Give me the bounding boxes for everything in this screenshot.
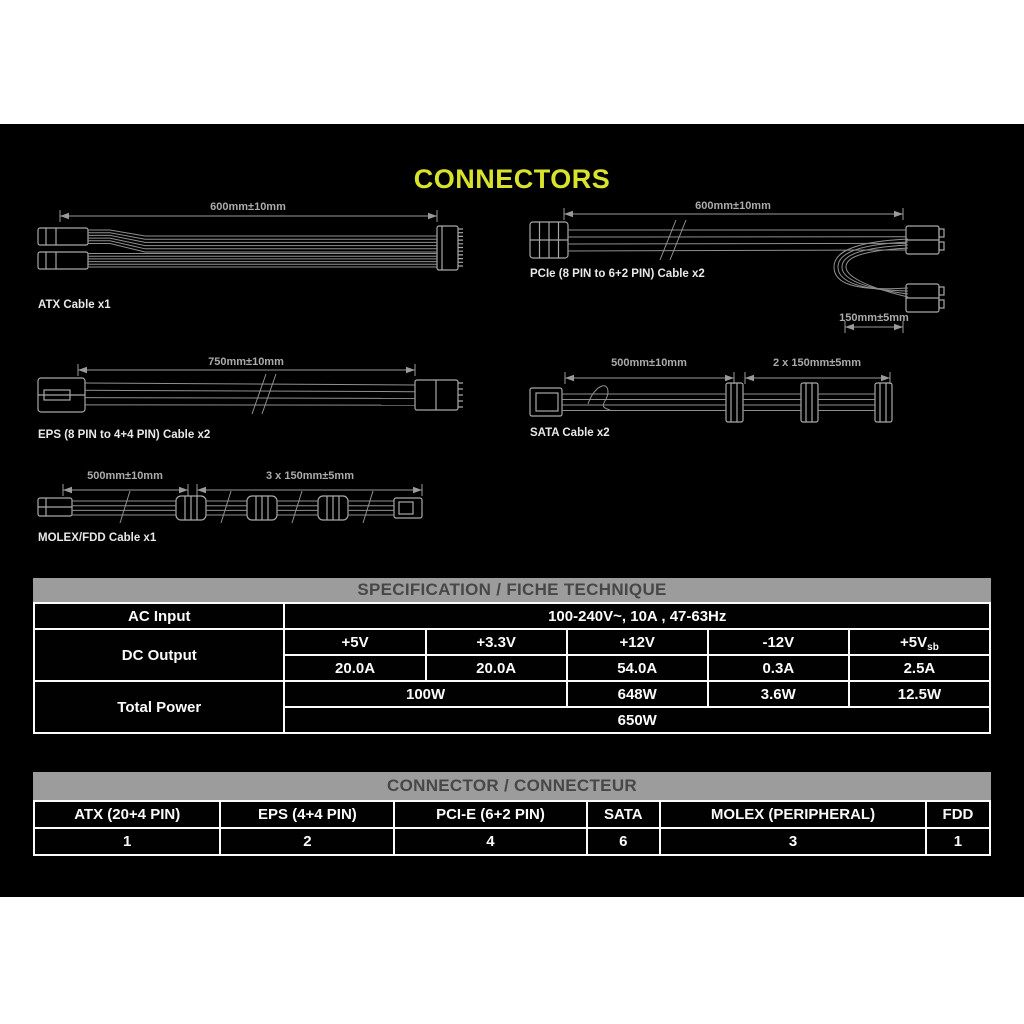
molex-cable-label: MOLEX/FDD Cable x1 [38, 532, 157, 544]
molex-wires-art [72, 491, 394, 523]
spec-table [33, 602, 991, 734]
pcie-wires-art [568, 220, 908, 297]
pcie-secondary-dim-label: 150mm±5mm [839, 312, 909, 324]
connector-fdd-count-cell: 1 [926, 828, 990, 855]
sata-secondary-dimension [745, 357, 890, 384]
current-3v3-cell: 20.0A [426, 655, 567, 681]
atx-dim-label: 600mm±10mm [210, 201, 286, 213]
sata-wires-art [562, 386, 875, 411]
eps-cable-diagram [30, 352, 470, 450]
power-12v-cell: 648W [567, 681, 708, 707]
power-5vsb-cell: 12.5W [849, 681, 990, 707]
spec-sheet-panel [0, 124, 1024, 897]
pcie-cable-label: PCIe (8 PIN to 6+2 PIN) Cable x2 [530, 268, 705, 280]
pcie-dimension [564, 200, 903, 220]
sata-connectors-art [530, 383, 892, 422]
connector-table-section [33, 772, 991, 856]
dc-rails-row [34, 629, 990, 655]
atx-wires-art [88, 230, 437, 267]
eps-cable-label: EPS (8 PIN to 4+4 PIN) Cable x2 [38, 429, 211, 441]
connector-eps-count-cell: 2 [220, 828, 394, 855]
current-5vsb-cell: 2.5A [849, 655, 990, 681]
molex-dimension [63, 470, 188, 496]
pcie-cable-diagram [520, 196, 950, 344]
total-power-label-cell: Total Power [34, 681, 284, 733]
page-title: CONNECTORS [413, 164, 611, 194]
total-power-value-cell: 650W [284, 707, 990, 733]
atx-cable-label: ATX Cable x1 [38, 299, 111, 311]
connector-pcie-count-cell: 4 [394, 828, 586, 855]
dc-output-label-cell: DC Output [34, 629, 284, 681]
connector-atx-count-cell: 1 [34, 828, 220, 855]
spec-table-title: SPECIFICATION / FICHE TECHNIQUE [33, 578, 991, 602]
pcie-secondary-dimension [839, 312, 909, 333]
connector-sata-label-cell: SATA [587, 801, 661, 828]
sata-dimension [565, 357, 734, 384]
group-power-row [34, 681, 990, 707]
pcie-dim-label: 600mm±10mm [695, 200, 771, 212]
molex-dim-label: 500mm±10mm [87, 470, 163, 482]
molex-cable-diagram [30, 465, 470, 550]
spec-table-section [33, 578, 991, 734]
current-12v-cell: 54.0A [567, 655, 708, 681]
ac-input-value-cell: 100-240V~, 10A , 47-63Hz [284, 603, 990, 629]
connector-molex-count-cell: 3 [660, 828, 926, 855]
connector-fdd-label-cell: FDD [926, 801, 990, 828]
connector-atx-label-cell: ATX (20+4 PIN) [34, 801, 220, 828]
connector-pcie-label-cell: PCI-E (6+2 PIN) [394, 801, 586, 828]
connector-sata-count-cell: 6 [587, 828, 661, 855]
connector-counts-row [34, 828, 990, 855]
rail-neg12v-cell: -12V [708, 629, 849, 655]
power-neg12v-cell: 3.6W [708, 681, 849, 707]
eps-dim-label: 750mm±10mm [208, 356, 284, 368]
atx-cable-diagram [30, 196, 470, 316]
sata-cable-label: SATA Cable x2 [530, 427, 610, 439]
ac-input-row [34, 603, 990, 629]
connector-table [33, 800, 991, 856]
rail-12v-cell: +12V [567, 629, 708, 655]
rail-5vsb-subscript: sb [927, 641, 939, 653]
current-5v-cell: 20.0A [284, 655, 425, 681]
molex-connectors-art [38, 496, 422, 520]
molex-secondary-dim-label: 3 x 150mm±5mm [266, 470, 354, 482]
connector-eps-label-cell: EPS (4+4 PIN) [220, 801, 394, 828]
current-neg12v-cell: 0.3A [708, 655, 849, 681]
sata-cable-diagram [520, 352, 950, 445]
eps-wires-art [85, 374, 415, 414]
ac-input-label-cell: AC Input [34, 603, 284, 629]
atx-dimension [60, 201, 437, 222]
rail-3v3-cell: +3.3V [426, 629, 567, 655]
sata-secondary-dim-label: 2 x 150mm±5mm [773, 357, 861, 369]
rail-5vsb-cell: $+5V_{sb}$ [849, 629, 990, 655]
power-5v-3v3-cell: 100W [284, 681, 566, 707]
connector-table-title: CONNECTOR / CONNECTEUR [33, 772, 991, 800]
pcie-connectors-art [530, 222, 944, 312]
connector-molex-label-cell: MOLEX (PERIPHERAL) [660, 801, 926, 828]
rail-5v-cell: +5V [284, 629, 425, 655]
connector-names-row [34, 801, 990, 828]
sata-dim-label: 500mm±10mm [611, 357, 687, 369]
eps-dimension [78, 356, 415, 376]
